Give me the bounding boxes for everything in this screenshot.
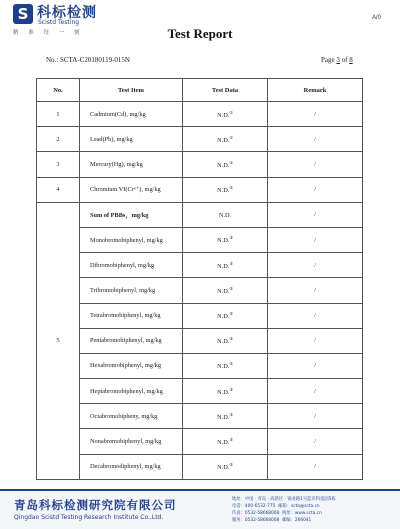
test-data-cell xyxy=(183,429,268,454)
remark-cell: / xyxy=(268,253,363,278)
test-data-cell xyxy=(183,303,268,328)
test-item-cell: Sum of PBBs，mg/kg xyxy=(80,202,183,227)
footer-contact-info xyxy=(232,496,396,524)
page-current: 3 xyxy=(336,56,340,64)
test-data-value: N.D. xyxy=(217,162,230,170)
remark-cell: / xyxy=(268,202,363,227)
table-row xyxy=(37,404,363,429)
test-data-value: N.D. xyxy=(217,187,230,195)
column-header-no: No. xyxy=(37,79,80,102)
test-data-cell xyxy=(183,127,268,152)
report-footer xyxy=(0,489,400,529)
test-data-value: N.D. xyxy=(217,237,230,245)
test-data-cell xyxy=(183,278,268,303)
test-item-cell: Hexabromobiphenyl, mg/kg xyxy=(80,353,183,378)
table-row xyxy=(37,227,363,252)
footer-divider xyxy=(0,489,400,491)
table-row-subtotal xyxy=(37,202,363,227)
footer-company-en: Qingdao Scistd Testing Research Institute Co.,Ltd. xyxy=(14,514,164,521)
footer-company-cn: 青岛科标检测研究院有限公司 xyxy=(14,498,177,512)
remark-cell: / xyxy=(268,278,363,303)
test-item-cell: Lead(Pb), mg/kg xyxy=(80,127,183,152)
remark-cell: / xyxy=(268,177,363,202)
test-item-cell: Pentabromobiphenyl, mg/kg xyxy=(80,328,183,353)
company-name-en: Scistd Testing xyxy=(38,19,80,26)
footer-address: 地址：中国 · 青岛 · 高新区 · 锦业路1号蓝贝科技园5栋 xyxy=(232,497,336,502)
row-number-cell: 4 xyxy=(37,177,80,202)
method-note-mark: ③ xyxy=(229,285,233,291)
table-row xyxy=(37,328,363,353)
page-total: 8 xyxy=(349,56,353,64)
footer-website: 网址：www.scta.cn xyxy=(281,511,322,516)
test-item-cell: Octabromobipheny, mg/kg xyxy=(80,404,183,429)
table-row xyxy=(37,152,363,177)
method-note-mark: ③ xyxy=(229,361,233,367)
remark-cell: / xyxy=(268,404,363,429)
row-number-cell: 1 xyxy=(37,102,80,127)
remark-cell: / xyxy=(268,303,363,328)
test-data-cell xyxy=(183,379,268,404)
test-data-cell xyxy=(183,404,268,429)
test-data-cell xyxy=(183,202,268,227)
test-item-cell: Tetrabromobiphenyl, mg/kg xyxy=(80,303,183,328)
test-data-value: N.D. xyxy=(218,212,232,220)
column-header-remark: Remark xyxy=(268,79,363,102)
remark-cell: / xyxy=(268,227,363,252)
method-note-mark: ③ xyxy=(229,311,233,317)
remark-cell: / xyxy=(268,379,363,404)
test-item-cell: Tribromobiphenyl, mg/kg xyxy=(80,278,183,303)
test-data-cell xyxy=(183,454,268,479)
remark-cell: / xyxy=(268,328,363,353)
method-note-mark: ③ xyxy=(229,336,233,342)
report-number: No.: SCTA-C20180119-015N xyxy=(46,56,130,64)
column-header-test-data: Test Data xyxy=(183,79,268,102)
test-data-cell xyxy=(183,102,268,127)
method-note-mark: ③ xyxy=(229,185,233,191)
column-header-test-item: Test Item xyxy=(80,79,183,102)
test-data-value: N.D. xyxy=(217,111,230,119)
test-data-value: N.D. xyxy=(217,313,230,321)
test-data-cell xyxy=(183,253,268,278)
test-data-cell xyxy=(183,328,268,353)
test-item-cell: Chromium VI(Cr⁶⁺), mg/kg xyxy=(80,177,183,202)
method-note-mark: ③ xyxy=(229,386,233,392)
table-row xyxy=(37,303,363,328)
footer-phone: 电话：400-6532-775 xyxy=(232,504,276,509)
page-title: Test Report xyxy=(167,26,233,41)
table-row xyxy=(37,177,363,202)
test-item-cell: Nonabromobiphenyl, mg/kg xyxy=(80,429,183,454)
test-data-value: N.D. xyxy=(217,413,230,421)
company-name-cn: 科标检测 xyxy=(37,5,97,21)
footer-fax: 传真：0532-58668008 xyxy=(232,511,280,516)
test-item-cell: Cadmium(Cd), mg/kg xyxy=(80,102,183,127)
footer-postcode: 邮编：266041 xyxy=(281,518,312,523)
test-data-value: N.D. xyxy=(217,439,230,447)
table-row xyxy=(37,353,363,378)
remark-cell: / xyxy=(268,152,363,177)
method-note-mark: ③ xyxy=(229,436,233,442)
footer-email: 邮箱：scta@scta.cn xyxy=(278,504,320,509)
footer-fax-website xyxy=(232,510,396,517)
table-row xyxy=(37,253,363,278)
test-item-cell: Heptabromobiphenyl, mg/kg xyxy=(80,379,183,404)
method-note-mark: ① xyxy=(229,159,233,165)
test-data-value: N.D. xyxy=(217,388,230,396)
table-row xyxy=(37,278,363,303)
test-data-cell xyxy=(183,227,268,252)
row-number-cell: 5 xyxy=(37,202,80,479)
footer-phone-email xyxy=(232,503,396,510)
method-note-mark: ③ xyxy=(229,411,233,417)
table-row xyxy=(37,127,363,152)
test-item-cell: Mercury(Hg), mg/kg xyxy=(80,152,183,177)
method-note-mark: ① xyxy=(229,134,233,140)
page-prefix: Page xyxy=(321,56,337,64)
footer-service: 服务：0532-58668008 xyxy=(232,518,280,523)
test-data-cell xyxy=(183,177,268,202)
remark-cell: / xyxy=(268,454,363,479)
row-number-cell: 3 xyxy=(37,152,80,177)
method-note-mark: ③ xyxy=(229,235,233,241)
test-data-value: N.D. xyxy=(217,287,230,295)
page-indicator xyxy=(321,56,353,64)
method-note-mark: ③ xyxy=(229,462,233,468)
method-note-mark: ③ xyxy=(229,260,233,266)
test-data-value: N.D. xyxy=(217,464,230,472)
test-data-value: N.D. xyxy=(217,136,230,144)
page-middle: of xyxy=(339,56,350,64)
test-data-value: N.D. xyxy=(217,262,230,270)
table-row xyxy=(37,454,363,479)
table-row xyxy=(37,379,363,404)
test-item-cell: Dibromobiphenyl, mg/kg xyxy=(80,253,183,278)
document-code: A/0 xyxy=(372,15,382,21)
company-slogan: 精 准 每 一 刻 xyxy=(13,30,84,36)
test-item-cell: Decabromodiphenyl, mg/kg xyxy=(80,454,183,479)
table-header-row xyxy=(37,79,363,102)
test-item-cell: Monobromobiphenyl, mg/kg xyxy=(80,227,183,252)
method-note-mark: ① xyxy=(229,109,233,115)
remark-cell: / xyxy=(268,429,363,454)
test-results-table xyxy=(36,78,363,480)
table-row xyxy=(37,102,363,127)
row-number-cell: 2 xyxy=(37,127,80,152)
test-data-cell xyxy=(183,353,268,378)
table-row xyxy=(37,429,363,454)
test-data-value: N.D. xyxy=(217,338,230,346)
company-logo-icon: S xyxy=(13,4,33,24)
remark-cell: / xyxy=(268,102,363,127)
test-data-cell xyxy=(183,152,268,177)
test-data-value: N.D. xyxy=(217,363,230,371)
footer-service-postcode xyxy=(232,517,396,524)
remark-cell: / xyxy=(268,127,363,152)
remark-cell: / xyxy=(268,353,363,378)
